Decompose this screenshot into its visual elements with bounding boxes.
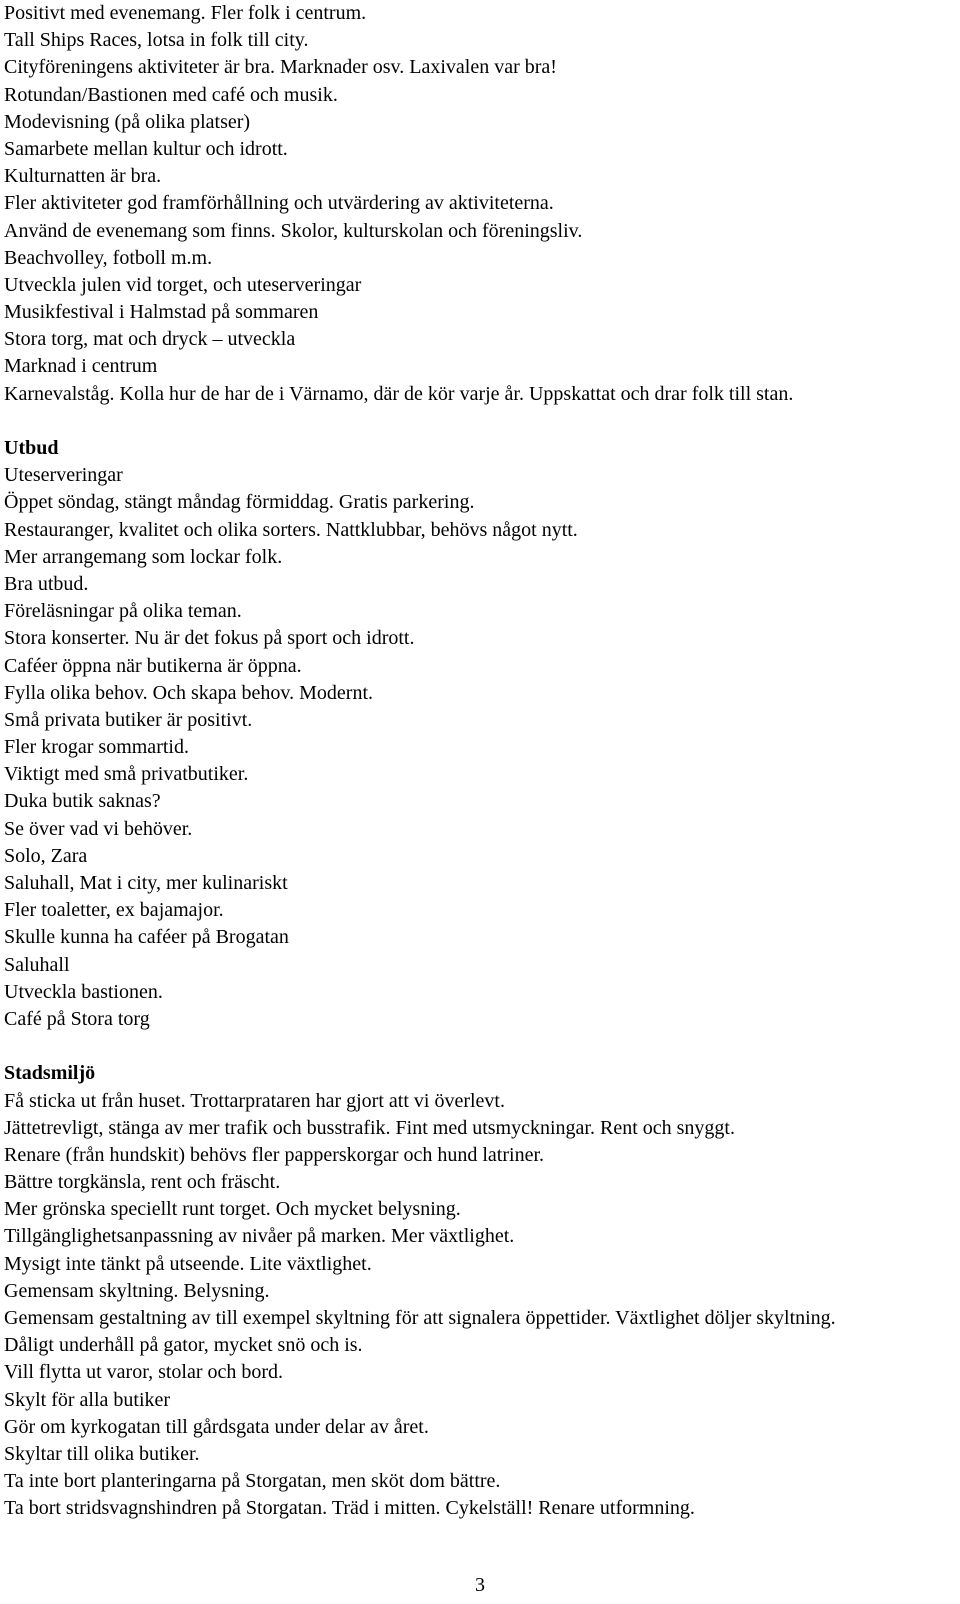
section-heading-utbud: Utbud — [4, 437, 59, 459]
text-line: Utveckla bastionen. — [4, 980, 163, 1003]
text-line: Beachvolley, fotboll m.m. — [4, 246, 213, 269]
text-line: Skyltar till olika butiker. — [4, 1442, 200, 1465]
text-line: Tall Ships Races, lotsa in folk till city. — [4, 29, 309, 52]
text-line: Café på Stora torg — [4, 1007, 150, 1030]
text-line: Gör om kyrkogatan till gårdsgata under delar av året. — [4, 1415, 429, 1438]
page-number: 3 — [475, 1574, 485, 1596]
text-line: Bra utbud. — [4, 572, 89, 595]
text-line: Vill flytta ut varor, stolar och bord. — [4, 1361, 284, 1384]
text-line: Rotundan/Bastionen med café och musik. — [4, 83, 338, 106]
text-line: Karnevalståg. Kolla hur de har de i Värnamo, där de kör varje år. Uppskattat och drar folk till stan. — [4, 382, 794, 405]
text-line: Fler aktiviteter god framförhållning och utvärdering av aktiviteterna. — [4, 192, 554, 215]
text-line: Kulturnatten är bra. — [4, 165, 162, 188]
text-line: Cityföreningens aktiviteter är bra. Marknader osv. Laxivalen var bra! — [4, 56, 557, 79]
text-line: Fler toaletter, ex bajamajor. — [4, 899, 224, 922]
text-line: Skulle kunna ha caféer på Brogatan — [4, 926, 289, 949]
text-line: Fler krogar sommartid. — [4, 736, 189, 759]
section-heading-stadsmiljo: Stadsmiljö — [4, 1062, 96, 1085]
text-line: Samarbete mellan kultur och idrott. — [4, 137, 288, 160]
text-line: Skylt för alla butiker — [4, 1388, 171, 1411]
text-line: Föreläsningar på olika teman. — [4, 600, 242, 623]
text-line: Mysigt inte tänkt på utseende. Lite växtlighet. — [4, 1252, 372, 1275]
text-line: Musikfestival i Halmstad på sommaren — [4, 301, 319, 324]
utbud-section — [4, 435, 954, 1033]
text-line: Fylla olika behov. Och skapa behov. Modernt. — [4, 681, 373, 704]
intro-section — [4, 0, 954, 408]
text-line: Mer grönska speciellt runt torget. Och mycket belysning. — [4, 1198, 461, 1221]
text-line: Öppet söndag, stängt måndag förmiddag. Gratis parkering. — [4, 491, 475, 514]
text-line: Modevisning (på olika platser) — [4, 110, 251, 133]
text-line: Saluhall, Mat i city, mer kulinariskt — [4, 872, 288, 894]
text-line: Viktigt med små privatbutiker. — [4, 763, 249, 786]
text-line: Renare (från hundskit) behövs fler papperskorgar och hund latriner. — [4, 1143, 545, 1166]
text-line: Dåligt underhåll på gator, mycket snö och is. — [4, 1334, 363, 1357]
text-line: Stora torg, mat och dryck – utveckla — [4, 328, 296, 351]
text-line: Använd de evenemang som finns. Skolor, kulturskolan och föreningsliv. — [4, 219, 583, 242]
text-line: Jättetrevligt, stänga av mer trafik och busstrafik. Fint med utsmyckningar. Rent och snyggt. — [4, 1116, 735, 1139]
stadsmiljo-section — [4, 1060, 954, 1522]
text-line: Solo, Zara — [4, 844, 88, 867]
text-line: Caféer öppna när butikerna är öppna. — [4, 654, 302, 677]
text-line: Ta bort stridsvagnshindren på Storgatan. Träd i mitten. Cykelställ! Renare utformning. — [4, 1497, 695, 1520]
text-line: Gemensam skyltning. Belysning. — [4, 1279, 270, 1302]
text-line: Utveckla julen vid torget, och uteserveringar — [4, 273, 362, 296]
text-line: Stora konserter. Nu är det fokus på sport och idrott. — [4, 627, 415, 650]
text-line: Bättre torgkänsla, rent och fräscht. — [4, 1171, 281, 1194]
text-line: Marknad i centrum — [4, 355, 158, 378]
text-line: Få sticka ut från huset. Trottarprataren har gjort att vi överlevt. — [4, 1089, 505, 1112]
text-line: Restauranger, kvalitet och olika sorters. Nattklubbar, behövs något nytt. — [4, 518, 578, 541]
text-line: Positivt med evenemang. Fler folk i centrum. — [4, 2, 367, 24]
text-line: Tillgänglighetsanpassning av nivåer på marken. Mer växtlighet. — [4, 1225, 515, 1248]
text-line: Saluhall — [4, 953, 70, 976]
document-page — [4, 0, 954, 1523]
text-line: Små privata butiker är positivt. — [4, 708, 253, 731]
section-spacer — [4, 408, 954, 435]
text-line: Uteserveringar — [4, 464, 123, 487]
text-line: Mer arrangemang som lockar folk. — [4, 545, 283, 568]
text-line: Gemensam gestaltning av till exempel skyltning för att signalera öppettider. Växtlighet döljer skyltning. — [4, 1307, 836, 1329]
text-line: Se över vad vi behöver. — [4, 817, 193, 840]
text-line: Duka butik saknas? — [4, 790, 161, 813]
section-spacer — [4, 1033, 954, 1060]
text-line: Ta inte bort planteringarna på Storgatan, men sköt dom bättre. — [4, 1470, 501, 1493]
